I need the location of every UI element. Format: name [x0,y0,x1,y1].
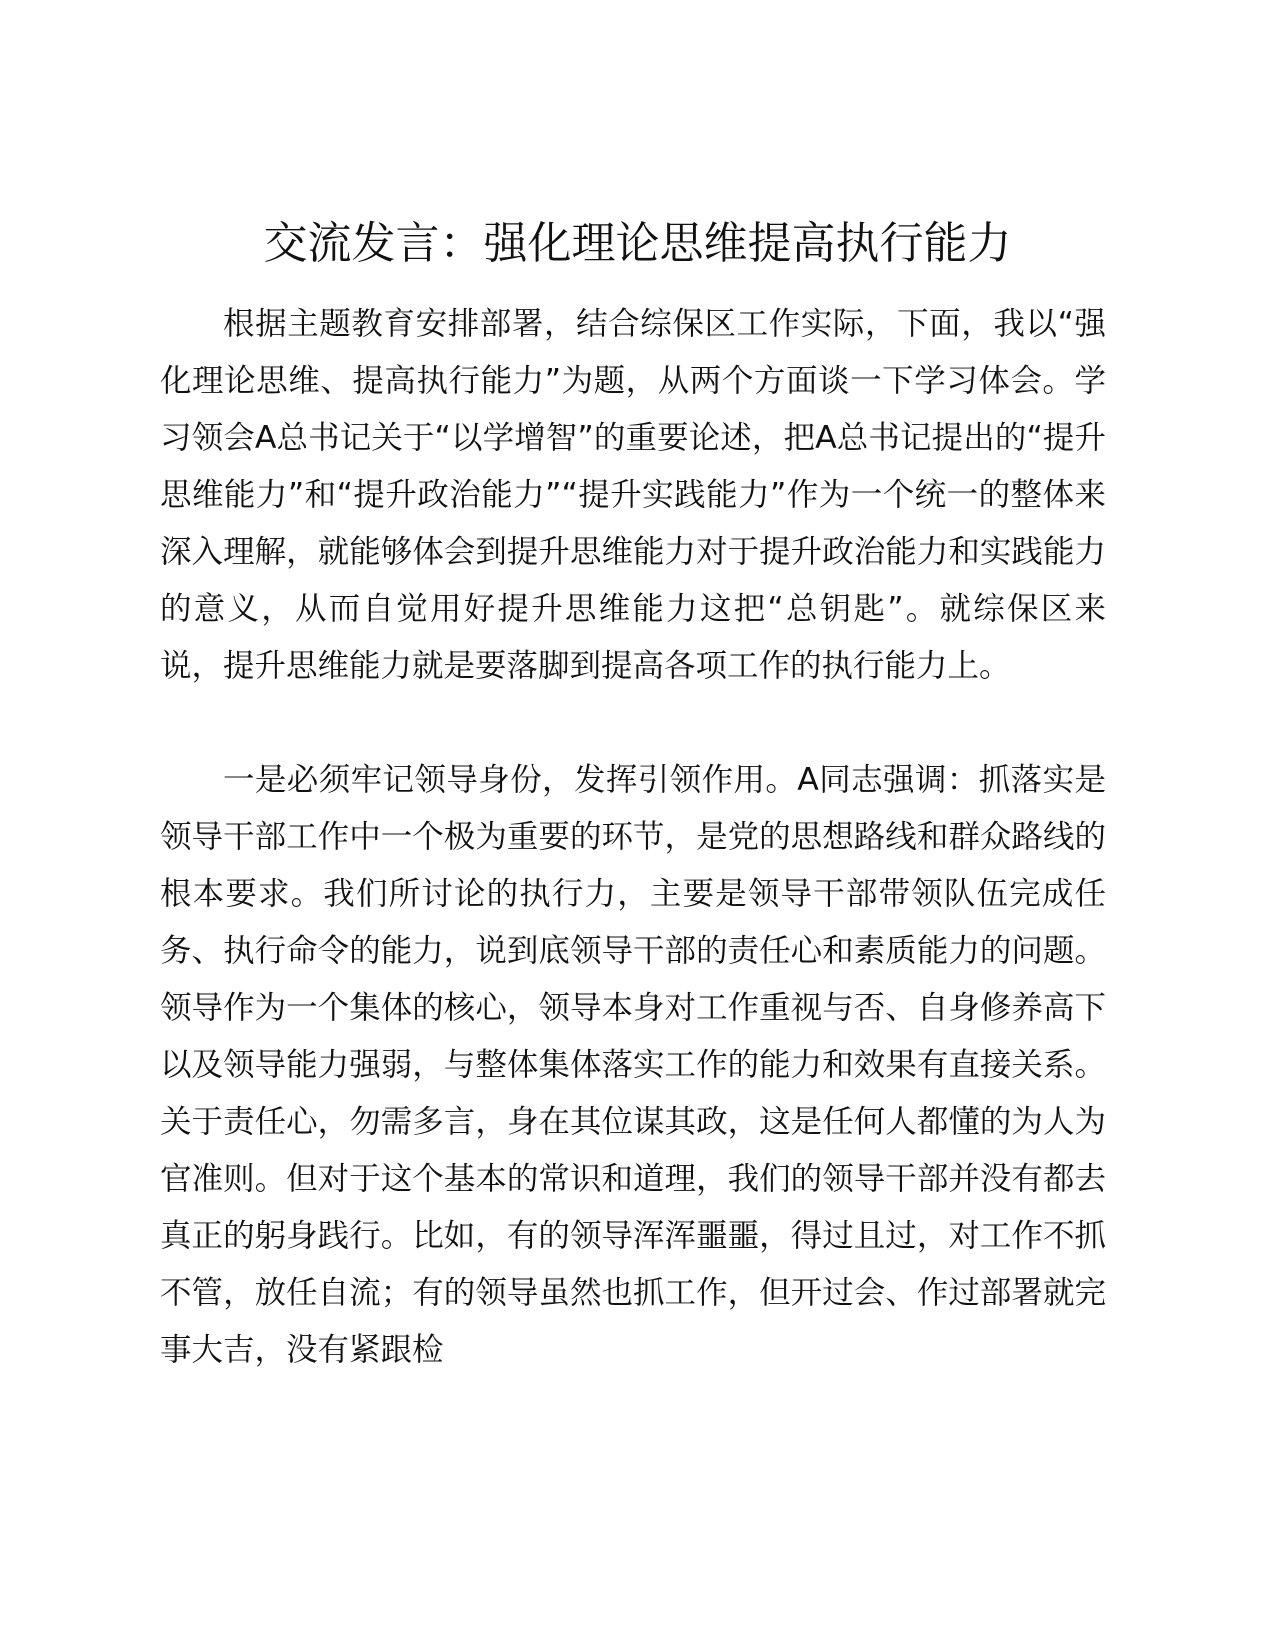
body-paragraph: 根据主题教育安排部署，结合综保区工作实际，下面，我以“强化理论思维、提高执行能力”为题，从两个方面谈一下学习体会。学习领会A总书记关于“以学增智”的重要论述，把A总书记提出的“提升思维能力”和“提升政治能力”“提升实践能力”作为一个统一的整体来深入理解，就能够体会到提升思维能力对于提升政治能力和实践能力的意义，从而自觉用好提升思维能力这把“总钥匙”。就综保区来说，提升思维能力就是要落脚到提高各项工作的执行能力上。 [160,306,1106,684]
body-paragraph: 一是必须牢记领导身份，发挥引领作用。A同志强调：抓落实是领导干部工作中一个极为重要的环节，是党的思想路线和群众路线的根本要求。我们所讨论的执行力，主要是领导干部带领队伍完成任务、执行命令的能力，说到底领导干部的责任心和素质能力的问题。领导作为一个集体的核心，领导本身对工作重视与否、自身修养高下以及领导能力强弱，与整体集体落实工作的能力和效果有直接关系。关于责任心，勿需多言，身在其位谋其政，这是任何人都懂的为人为官准则。但对于这个基本的常识和道理，我们的领导干部并没有都去真正的躬身践行。比如，有的领导浑浑噩噩，得过且过，对工作不抓不管，放任自流；有的领导虽然也抓工作，但开过会、作过部署就完事大吉，没有紧跟检 [160,762,1106,1368]
document-title: 交流发言：强化理论思维提高执行能力 [263,218,1012,269]
